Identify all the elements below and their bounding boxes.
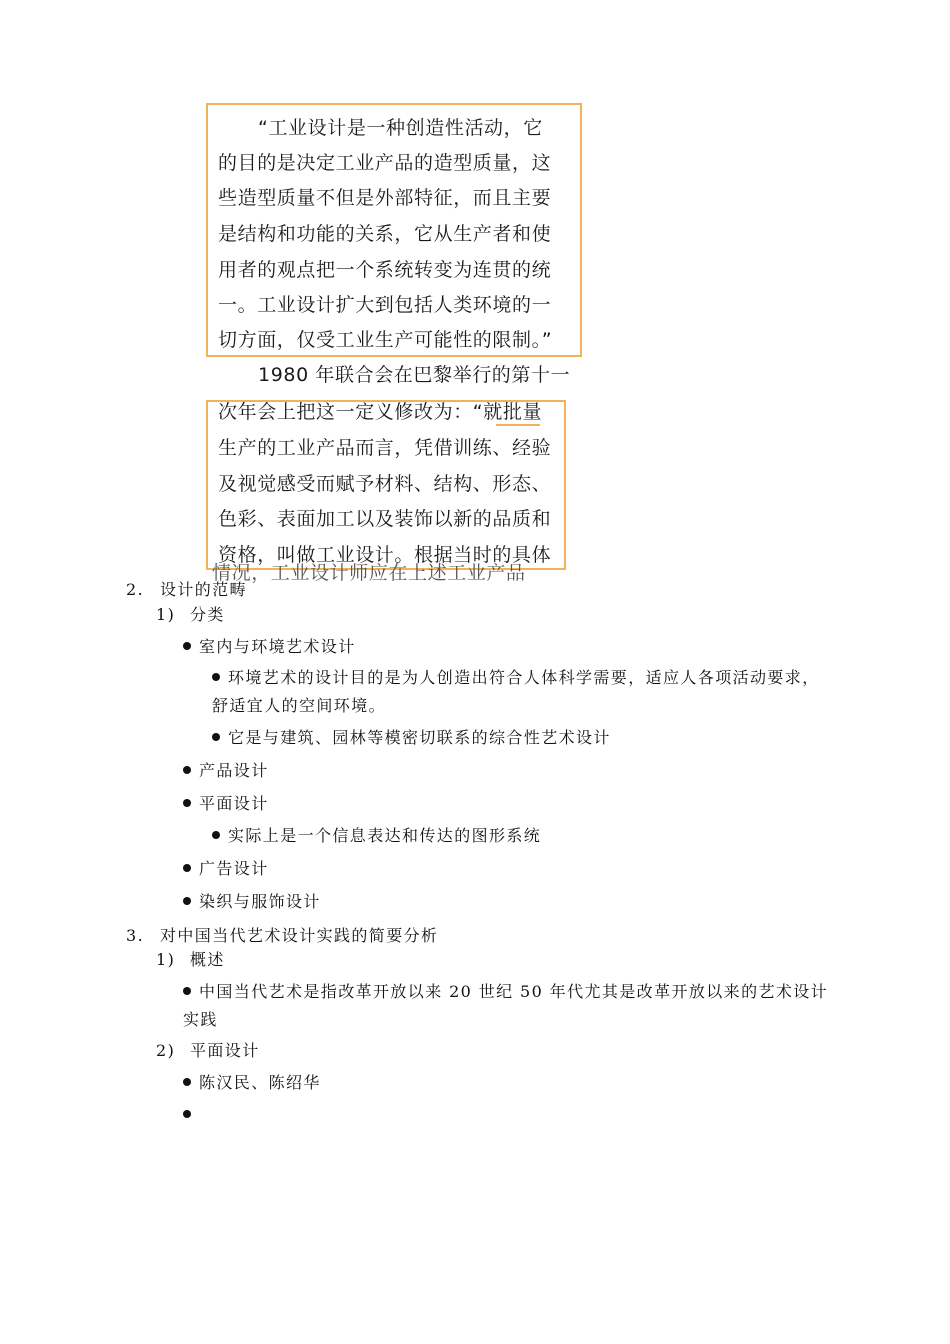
subsection-heading xyxy=(156,605,225,625)
list-item xyxy=(183,794,269,814)
section-number: 2. xyxy=(126,580,145,599)
underline-mark xyxy=(496,424,540,426)
scan-line: 次年会上把这一定义修改为：“就批量 xyxy=(218,401,543,423)
subsection-number: 1) xyxy=(156,605,176,624)
section-title: 设计的范畴 xyxy=(160,580,248,599)
subsection-title: 概述 xyxy=(190,950,225,969)
list-item-nested xyxy=(212,664,832,720)
scanned-excerpt-image xyxy=(206,100,586,584)
section-heading-3 xyxy=(126,926,438,946)
list-item xyxy=(183,859,269,879)
subsection-title: 分类 xyxy=(190,605,225,624)
bullet-icon xyxy=(212,673,220,681)
subsection-heading xyxy=(156,1041,260,1061)
bullet-icon xyxy=(183,864,191,872)
list-item-text: 平面设计 xyxy=(199,794,269,813)
bullet-icon xyxy=(183,766,191,774)
scan-cut-line: 情况，工业设计师应在上述工业产品 xyxy=(212,562,526,584)
list-item-text: 它是与建筑、园林等模密切联系的综合性艺术设计 xyxy=(228,728,611,747)
subsection-number: 2) xyxy=(156,1041,176,1060)
bullet-icon xyxy=(183,987,191,995)
list-item-text: 室内与环境艺术设计 xyxy=(199,637,356,656)
list-item-text: 广告设计 xyxy=(199,859,269,878)
bullet-icon xyxy=(183,642,191,650)
list-item-nested xyxy=(212,728,611,748)
list-item-text: 环境艺术的设计目的是为人创造出符合人体科学需要，适应人各项活动要求，舒适宜人的空间环境。 xyxy=(212,668,820,715)
list-item-text: 产品设计 xyxy=(199,761,269,780)
scan-line: 些造型质量不但是外部特征，而且主要 xyxy=(218,187,552,209)
scan-line: 切方面，仅受工业生产可能性的限制。” xyxy=(218,329,553,351)
list-item xyxy=(183,978,833,1034)
bullet-icon xyxy=(212,733,220,741)
list-item xyxy=(183,892,321,912)
scan-line: 1980 年联合会在巴黎举行的第十一 xyxy=(258,364,571,386)
subsection-title: 平面设计 xyxy=(190,1041,260,1060)
scan-line: 及视觉感受而赋予材料、结构、形态、 xyxy=(218,473,552,495)
list-item-text: 中国当代艺术是指改革开放以来 20 世纪 50 年代尤其是改革开放以来的艺术设计实践 xyxy=(183,982,829,1029)
scan-line: 用者的观点把一个系统转变为连贯的统 xyxy=(218,259,552,281)
list-item xyxy=(183,637,356,657)
list-item xyxy=(183,761,269,781)
scan-line: 色彩、表面加工以及装饰以新的品质和 xyxy=(218,508,552,530)
bullet-icon xyxy=(183,1110,191,1118)
list-item-text: 陈汉民、陈绍华 xyxy=(199,1073,321,1092)
list-item xyxy=(183,1073,321,1093)
scan-line: 的目的是决定工业产品的造型质量，这 xyxy=(218,152,552,174)
bullet-icon xyxy=(212,831,220,839)
section-title: 对中国当代艺术设计实践的简要分析 xyxy=(160,926,439,945)
subsection-heading xyxy=(156,950,225,970)
list-item-nested xyxy=(212,826,541,846)
scan-line: “工业设计是一种创造性活动，它 xyxy=(258,117,543,139)
bullet-icon xyxy=(183,1078,191,1086)
subsection-number: 1) xyxy=(156,950,176,969)
section-number: 3. xyxy=(126,926,145,945)
list-item-empty xyxy=(183,1105,199,1125)
scan-line: 资格，叫做工业设计。根据当时的具体 xyxy=(218,544,552,566)
scan-line: 一。工业设计扩大到包括人类环境的一 xyxy=(218,294,552,316)
bullet-icon xyxy=(183,897,191,905)
bullet-icon xyxy=(183,799,191,807)
scan-line: 生产的工业产品而言，凭借训练、经验 xyxy=(218,437,552,459)
list-item-text: 实际上是一个信息表达和传达的图形系统 xyxy=(228,826,542,845)
list-item-text: 染织与服饰设计 xyxy=(199,892,321,911)
scan-line: 是结构和功能的关系，它从生产者和使 xyxy=(218,223,552,245)
section-heading-2 xyxy=(126,580,247,600)
